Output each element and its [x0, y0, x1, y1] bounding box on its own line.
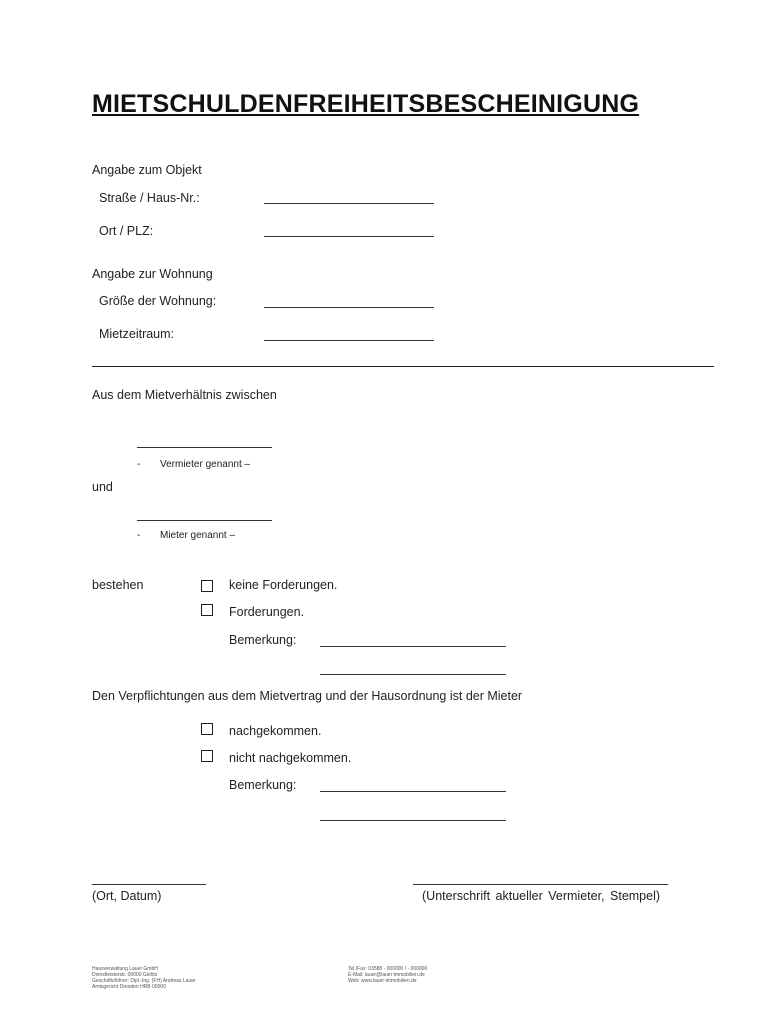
footer-left-line: Dienstleisterstr. 00000 Görlitz	[92, 972, 158, 978]
size-label: Größe der Wohnung:	[99, 294, 217, 308]
relationship-intro: Aus dem Mietverhältnis zwischen	[92, 388, 277, 402]
place-date-field[interactable]	[92, 884, 206, 885]
no-claims-label: keine Forderungen.	[229, 578, 338, 592]
obligations-remark-field-2[interactable]	[320, 820, 506, 821]
apartment-section-heading: Angabe zur Wohnung	[92, 267, 213, 281]
landlord-field[interactable]	[137, 447, 272, 448]
tenant-field[interactable]	[137, 520, 272, 521]
place-date-caption: (Ort, Datum)	[92, 889, 162, 903]
footer-left-line: Geschäftsführer: Dipl.-Ing. (FH) Andreas Lauer	[92, 978, 196, 984]
obligations-met-label: nachgekommen.	[229, 724, 322, 738]
street-field[interactable]	[264, 203, 434, 204]
footer-left-line: Hausverwaltung Lauer GmbH	[92, 966, 158, 972]
claims-checkbox[interactable]	[201, 604, 213, 616]
obligations-met-checkbox[interactable]	[201, 723, 213, 735]
obligations-statement: Den Verpflichtungen aus dem Mietvertrag und der Hausordnung ist der Mieter	[92, 689, 523, 703]
claims-remark-field-1[interactable]	[320, 646, 506, 647]
obligations-remark-field-1[interactable]	[320, 791, 506, 792]
size-field[interactable]	[264, 307, 434, 308]
footer-left-line: Amtsgericht Dresden HRB 00000	[92, 984, 166, 990]
tenant-dash: -	[137, 530, 141, 541]
tenant-caption: Mieter genannt –	[160, 530, 236, 541]
period-label: Mietzeitraum:	[99, 327, 175, 341]
period-field[interactable]	[264, 340, 434, 341]
street-label: Straße / Haus-Nr.:	[99, 191, 200, 205]
footer-left	[92, 966, 196, 990]
landlord-caption: Vermieter genannt –	[160, 459, 251, 470]
footer-right	[348, 966, 427, 984]
object-section-heading: Angabe zum Objekt	[92, 163, 202, 177]
section-divider	[92, 366, 714, 367]
claims-remark-field-2[interactable]	[320, 674, 506, 675]
footer-right-line: Tel./Fax: 03588 - 000000 / - 000000	[348, 966, 428, 972]
city-field[interactable]	[264, 236, 434, 237]
claims-option-label: Forderungen.	[229, 605, 305, 619]
signature-caption: (Unterschrift aktueller Vermieter, Stempel)	[422, 889, 661, 903]
footer-right-line: Web: www.lauer-immobilien.de	[348, 978, 417, 984]
connector-text: und	[92, 480, 113, 494]
obligations-not-met-label: nicht nachgekommen.	[229, 751, 352, 765]
no-claims-checkbox[interactable]	[201, 580, 213, 592]
claims-label: bestehen	[92, 578, 144, 592]
claims-remark-label: Bemerkung:	[229, 633, 297, 647]
document-title: MIETSCHULDENFREIHEITSBESCHEINIGUNG	[92, 90, 640, 118]
footer-right-line: E-Mail: lauer@lauer-immobilien.de	[348, 972, 425, 978]
signature-field[interactable]	[413, 884, 668, 885]
landlord-dash: -	[137, 459, 141, 470]
obligations-not-met-checkbox[interactable]	[201, 750, 213, 762]
city-label: Ort / PLZ:	[99, 224, 154, 238]
obligations-remark-label: Bemerkung:	[229, 778, 297, 792]
